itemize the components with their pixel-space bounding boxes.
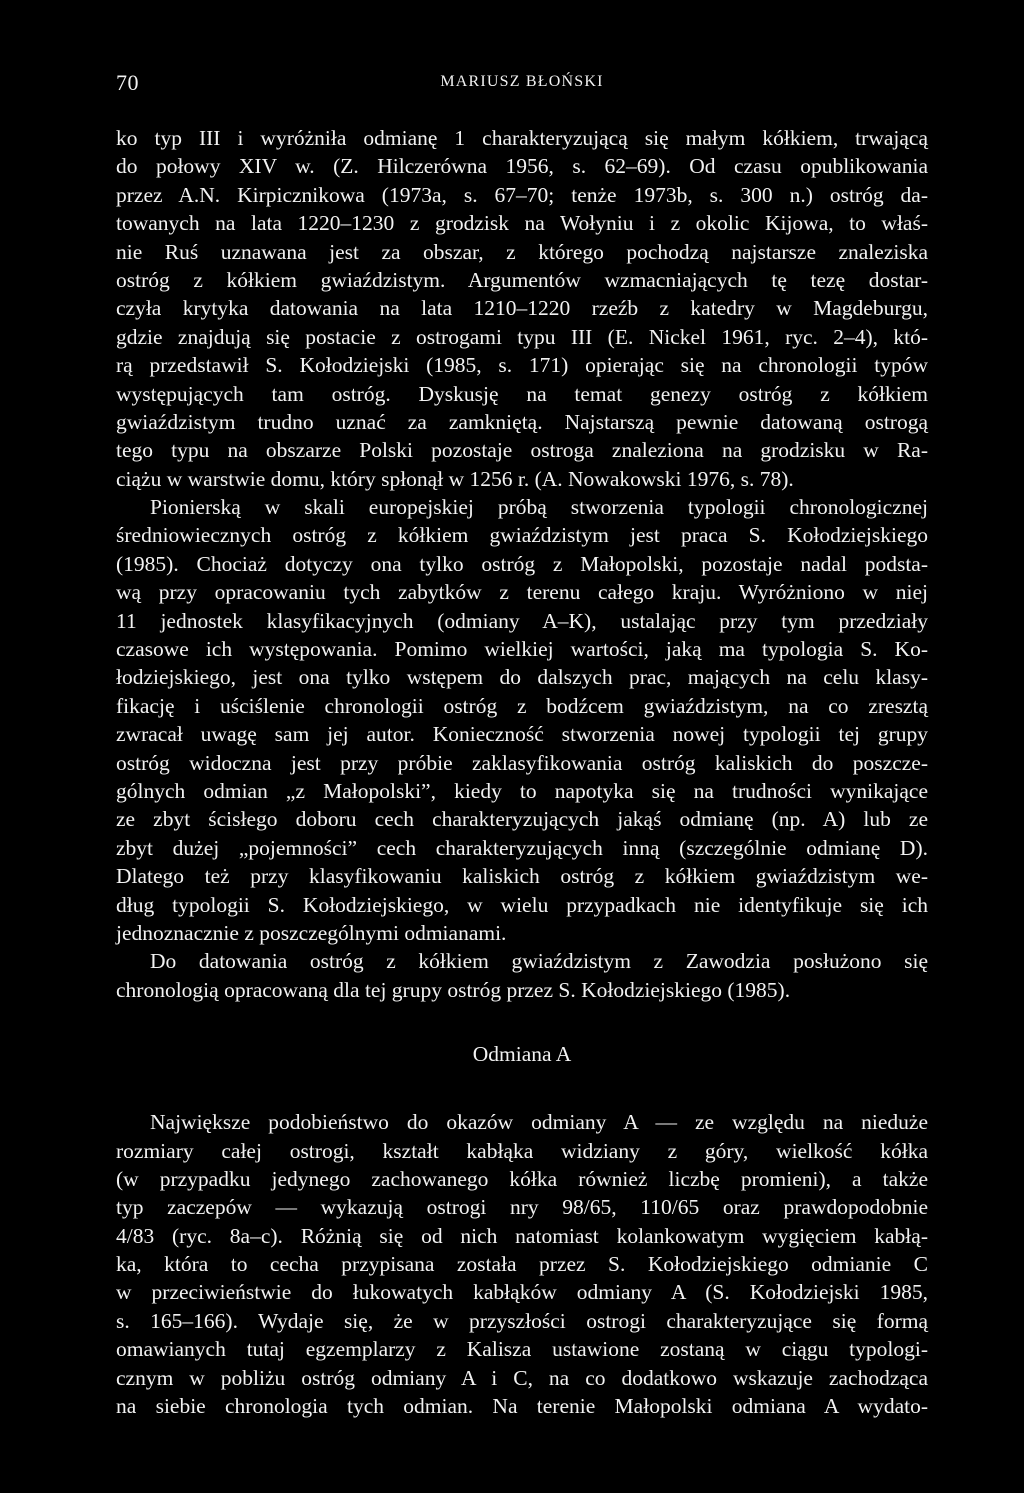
text-line: omawianych tutaj egzemplarzy z Kalisza ustawione zostaną w ciągu typologi-: [116, 1337, 928, 1362]
paragraph: [116, 1108, 928, 1420]
text-line: jednoznacznie z poszczególnymi odmianami.: [116, 920, 507, 945]
text-line: fikację i uściślenie chronologii ostróg z bodźcem gwiaździstym, na co zresztą: [116, 693, 928, 718]
text-line: w przeciwieństwie do łukowatych kabłąków odmiany A (S. Kołodziejski 1985,: [116, 1280, 928, 1305]
text-line: (w przypadku jedynego zachowanego kółka również liczbę promieni), a także: [116, 1166, 928, 1191]
paragraphs-before-heading: [116, 124, 928, 1004]
text-line: ciążu w warstwie domu, który spłonął w 1256 r. (A. Nowakowski 1976, s. 78).: [116, 466, 794, 491]
text-line: ostróg z kółkiem gwiaździstym. Argumentów wzmacniających tę tezę dostar-: [116, 267, 928, 292]
text-line: gólnych odmian „z Małopolski”, kiedy to napotyka się na trudności wynikające: [116, 778, 928, 803]
text-line: przez A.N. Kirpicznikowa (1973a, s. 67–70; tenże 1973b, s. 300 n.) ostróg da-: [116, 182, 928, 207]
running-head: MARIUSZ BŁOŃSKI: [440, 73, 604, 90]
text-line: występujących tam ostróg. Dyskusję na temat genezy ostróg z kółkiem: [116, 381, 928, 406]
text-line: do połowy XIV w. (Z. Hilczerówna 1956, s. 62–69). Od czasu opublikowania: [116, 154, 928, 179]
body-text: [116, 124, 928, 1420]
text-line: Do datowania ostróg z kółkiem gwiaździstym z Zawodzia posłużono się: [150, 949, 928, 974]
text-line: nie Ruś uznawana jest za obszar, z którego pochodzą najstarsze znaleziska: [116, 239, 928, 264]
text-line: 4/83 (ryc. 8a–c). Różnią się od nich natomiast kolankowatym wygięciem kabłą-: [116, 1223, 928, 1248]
page-number: 70: [116, 70, 139, 95]
text-line: na siebie chronologia tych odmian. Na terenie Małopolski odmiana A wydato-: [116, 1394, 928, 1419]
text-line: łodziejskiego, jest ona tylko wstępem do dalszych prac, mających na celu klasy-: [116, 665, 928, 690]
text-line: rą przedstawił S. Kołodziejski (1985, s. 171) opierając się na chronologii typów: [116, 353, 928, 378]
text-line: towanych na lata 1220–1230 z grodzisk na Wołyniu i z okolic Kijowa, to właś-: [116, 211, 928, 236]
text-line: tego typu na obszarze Polski pozostaje ostroga znaleziona na grodzisku w Ra-: [116, 438, 928, 463]
paragraph: [116, 124, 928, 493]
text-line: typ zaczepów — wykazują ostrogi nry 98/65, 110/65 oraz prawdopodobnie: [116, 1195, 928, 1220]
text-line: gwiaździstym trudno uznać za zamkniętą. Najstarszą pewnie datowaną ostrogą: [116, 409, 928, 434]
text-line: dług typologii S. Kołodziejskiego, w wielu przypadkach nie identyfikuje się ich: [116, 892, 928, 917]
paragraph: [116, 947, 928, 1004]
section-heading: Odmiana A: [472, 1042, 572, 1067]
text-line: ko typ III i wyróżniła odmianę 1 charakteryzującą się małym kółkiem, trwającą: [116, 126, 928, 150]
text-line: s. 165–166). Wydaje się, że w przyszłości ostrogi charakteryzujące się formą: [116, 1308, 928, 1333]
text-line: Największe podobieństwo do okazów odmiany A — ze względu na nieduże: [150, 1110, 928, 1135]
paragraphs-after-heading: [116, 1108, 928, 1420]
text-line: gdzie znajdują się postacie z ostrogami typu III (E. Nickel 1961, ryc. 2–4), któ-: [116, 324, 928, 349]
text-line: ostróg widoczna jest przy próbie zaklasyfikowania ostróg kaliskich do poszcze-: [116, 750, 928, 775]
text-line: zwracał uwagę sam jej autor. Konieczność stworzenia nowej typologii tej grupy: [116, 722, 928, 747]
text-line: Pionierską w skali europejskiej próbą stworzenia typologii chronologicznej: [150, 495, 928, 520]
text-line: ka, która to cecha przypisana została przez S. Kołodziejskiego odmianie C: [116, 1252, 928, 1277]
text-line: średniowiecznych ostróg z kółkiem gwiaździstym jest praca S. Kołodziejskiego: [116, 523, 928, 548]
text-line: 11 jednostek klasyfikacyjnych (odmiany A–K), ustalając przy tym przedziały: [116, 608, 928, 633]
text-line: rozmiary całej ostrogi, kształt kabłąka widziany z góry, wielkość kółka: [116, 1138, 928, 1163]
text-line: cznym w pobliżu ostróg odmiany A i C, na co dodatkowo wskazuje zachodząca: [116, 1365, 928, 1390]
text-line: ze zbyt ścisłego doboru cech charakteryzujących jakąś odmianę (np. A) lub ze: [116, 807, 928, 832]
text-line: zbyt dużej „pojemności” cech charakteryzujących inną (szczególnie odmianę D).: [116, 835, 928, 860]
text-line: Dlatego też przy klasyfikowaniu kaliskich ostróg z kółkiem gwiaździstym we-: [116, 864, 928, 889]
text-line: wą przy opracowaniu tych zabytków z terenu całego kraju. Wyróżniono w niej: [116, 580, 928, 605]
text-line: (1985). Chociaż dotyczy ona tylko ostróg z Małopolski, pozostaje nadal podsta-: [116, 551, 928, 576]
text-line: czasowe ich występowania. Pomimo wielkiej wartości, jaką ma typologia S. Ko-: [116, 637, 928, 662]
page-header: [116, 70, 928, 100]
paragraph: [116, 493, 928, 947]
text-line: chronologią opracowaną dla tej grupy ostróg przez S. Kołodziejskiego (1985).: [116, 977, 791, 1002]
text-line: czyła krytyka datowania na lata 1210–1220 rzeźb z katedry w Magdeburgu,: [116, 296, 928, 321]
